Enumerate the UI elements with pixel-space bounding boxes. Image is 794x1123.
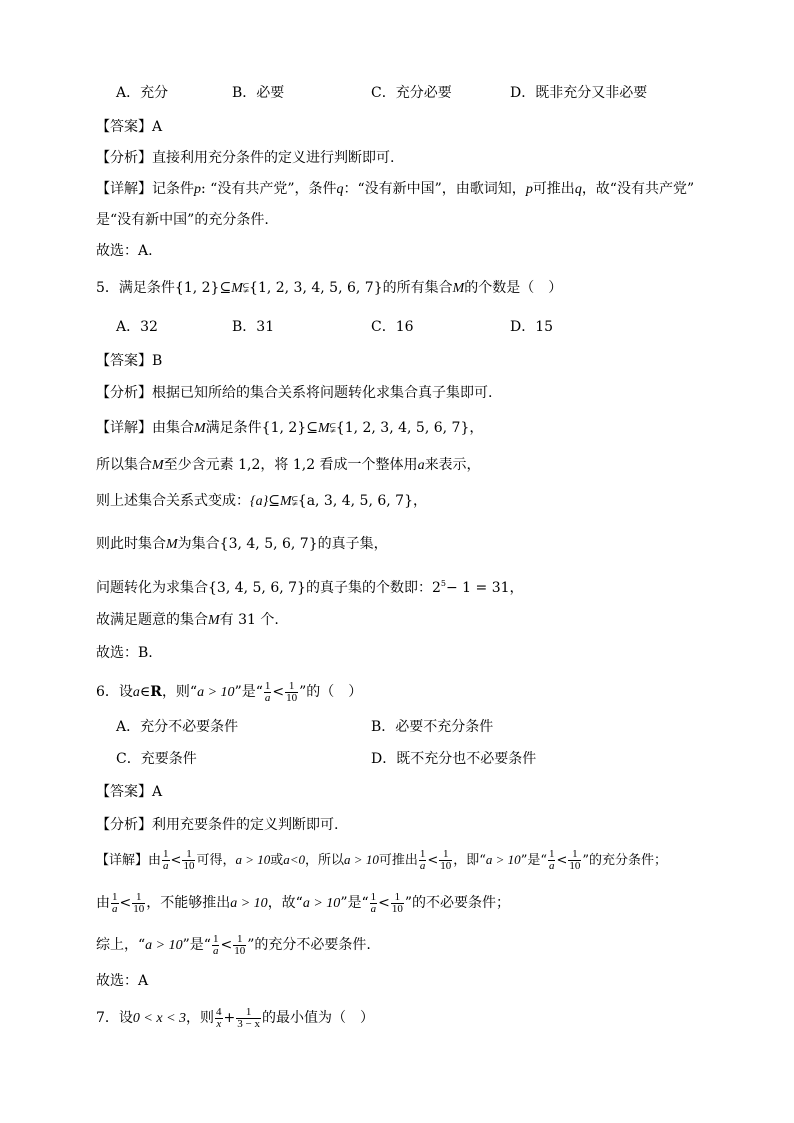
text: 则此时集合 [96, 536, 166, 552]
text: 可得， [196, 853, 236, 868]
q5-detail-line6 [96, 610, 279, 631]
text: 所以集合 [96, 457, 152, 473]
text: ，故“没有共产党” [581, 181, 695, 197]
inequality: 0 < x < 3 [132, 1011, 187, 1026]
detail-tag: 【详解】 [96, 181, 152, 197]
var-m: M [194, 421, 206, 436]
q5-detail-line4 [96, 534, 388, 555]
text: ”的充分条件； [582, 853, 668, 868]
fraction: $\frac{1}{a}$ [264, 679, 271, 704]
text: 可推出 [532, 181, 575, 197]
text: ”是“ [340, 895, 369, 911]
answer-value: B [152, 353, 163, 369]
analysis-tag: 【分析】 [96, 817, 152, 833]
text: ，故“ [267, 895, 303, 911]
q4-option-a: A．充分 [116, 85, 169, 101]
q5-detail-line3: 则上述集合关系式变成：{a}⊆M⫋{a, 3, 4, 5, 6, 7}， [96, 493, 427, 509]
text: ”是“ [182, 937, 211, 953]
q7-stem [96, 1003, 374, 1034]
text: 由集合 [152, 420, 194, 436]
symbol: < [427, 853, 439, 868]
var-a: a [417, 458, 425, 473]
q5-detail-line1: 【详解】由集合M满足条件{1, 2}⊆M⫋{1, 2, 3, 4, 5, 6, 7}， [96, 420, 484, 436]
answer-value: A [152, 784, 163, 800]
symbol: < [170, 853, 182, 868]
inequality: a > 10 [230, 896, 268, 911]
set: {1, 2} [261, 420, 307, 436]
inequality: a<0 [283, 852, 306, 867]
text: 有 31 个. [219, 612, 279, 628]
text: ，不能够推出 [146, 895, 231, 911]
inequality: a > 10 [344, 852, 379, 867]
text: : “没有共产党”，条件 [201, 181, 337, 197]
symbol: ⊆ [306, 420, 318, 436]
analysis-tag: 【分析】 [96, 150, 152, 166]
var-q: q [336, 182, 344, 197]
inequality: a > 10 [302, 896, 341, 911]
text: 故满足题意的集合 [96, 612, 208, 628]
set: {1, 2} [174, 280, 220, 296]
symbol: < [272, 684, 285, 700]
symbol: ∈ [139, 684, 151, 700]
symbol: < [220, 937, 233, 953]
text: 可推出 [378, 853, 418, 868]
answer-tag: 【答案】 [96, 119, 152, 135]
q6-option-c: C．充要条件 [116, 751, 197, 767]
q6-option-b: B．必要不充分条件 [371, 719, 494, 735]
fraction: $\frac{1}{10}$ [569, 848, 581, 872]
text: ：“没有新中国”，由歌词知， [343, 181, 526, 197]
text: ”的充分不必要条件. [247, 937, 371, 953]
q4-choose: 故选：A. [96, 243, 153, 259]
q6-choose: 故选：A [96, 973, 149, 989]
q6-option-a: A．充分不必要条件 [116, 719, 239, 735]
symbol: ⊆ [219, 280, 232, 296]
text: 6．设 [96, 684, 133, 700]
fraction: $\frac{4}{x}$ [216, 1005, 222, 1030]
symbol: < [378, 895, 390, 911]
q6-detail-line2 [96, 889, 510, 918]
var-m: M [279, 494, 292, 509]
text: 的最小值为（ ） [261, 1010, 374, 1026]
q4-option-b: B．必要 [232, 85, 285, 101]
text: ，所以 [305, 853, 345, 868]
set: {a} [250, 494, 269, 509]
fraction: $\frac{1}{a}$ [419, 848, 426, 872]
inequality: a > 10 [145, 938, 183, 953]
symbol: ⫋ [291, 493, 298, 509]
var-a: a [132, 685, 140, 700]
symbol: ⊆ [268, 493, 280, 509]
var-m: M [208, 613, 220, 628]
q6-detail-line1 [96, 846, 667, 875]
text: 的所有集合 [382, 280, 453, 296]
q4-detail-line1 [96, 179, 694, 200]
answer-tag: 【答案】 [96, 784, 152, 800]
symbol: < [556, 853, 568, 868]
inequality: a > 10 [235, 852, 271, 867]
set: {a, 3, 4, 5, 6, 7} [297, 493, 413, 509]
analysis-text: 利用充要条件的定义判断即可. [152, 817, 339, 833]
set: {1, 2, 3, 4, 5, 6, 7} [249, 280, 383, 296]
analysis-tag: 【分析】 [96, 385, 152, 401]
q6-option-d: D．既不充分也不必要条件 [371, 751, 537, 767]
analysis-text: 根据已知所给的集合关系将问题转化求集合真子集即可. [152, 385, 493, 401]
pow-exp: 5 [440, 579, 446, 588]
var-m: M [152, 458, 164, 473]
text: 的真子集的个数即： [305, 580, 432, 596]
q4-option-c: C．充分必要 [371, 85, 452, 101]
pow-base: 2 [431, 580, 441, 596]
set: {3, 4, 5, 6, 7} [208, 580, 306, 596]
text: ，即“ [453, 853, 486, 868]
set: {3, 4, 5, 6, 7} [219, 536, 318, 552]
fraction: $\frac{1}{3 - x}$ [237, 1005, 260, 1030]
q6-stem [96, 678, 362, 707]
text: 记条件 [152, 181, 194, 197]
fraction: $\frac{1}{10}$ [133, 890, 145, 915]
inequality: a > 10 [485, 852, 521, 867]
q5-answer [96, 351, 162, 371]
fraction: $\frac{1}{a}$ [163, 848, 169, 872]
fraction: $\frac{1}{10}$ [286, 679, 298, 704]
fraction: $\frac{1}{10}$ [234, 932, 246, 957]
text: 7．设 [96, 1010, 133, 1026]
symbol: ⫋ [242, 280, 250, 296]
fraction: $\frac{1}{a}$ [548, 848, 555, 872]
analysis-text: 直接利用充分条件的定义进行判断即可. [152, 150, 395, 166]
inequality: a > 10 [197, 685, 235, 700]
text: ”是“ [520, 853, 547, 868]
text: 问题转化为求集合 [96, 580, 208, 596]
text: ”是“ [234, 684, 263, 700]
text: 的真子集， [317, 536, 388, 552]
text: ，则“ [161, 684, 198, 700]
fraction: $\frac{1}{10}$ [183, 848, 195, 872]
detail-tag: 【详解】 [96, 420, 152, 436]
q5-option-d: D．15 [510, 319, 554, 335]
text: 由 [96, 895, 110, 911]
q5-option-b: B．31 [232, 319, 275, 335]
var-m: M [231, 281, 243, 296]
var-m: M [317, 421, 330, 436]
q4-answer [96, 117, 162, 137]
q4-analysis [96, 148, 394, 168]
fraction: $\frac{1}{10}$ [440, 848, 452, 872]
fraction: $\frac{1}{10}$ [391, 890, 403, 915]
q5-stem [96, 278, 562, 299]
q4-option-d: D．既非充分又非必要 [510, 85, 648, 101]
var-p: p [194, 182, 201, 197]
q6-answer [96, 782, 162, 802]
fraction: $\frac{1}{a}$ [370, 890, 377, 915]
text: 满足条件 [205, 420, 262, 436]
q6-detail-line3 [96, 931, 371, 960]
q5-analysis [96, 383, 492, 403]
set-r: R [150, 684, 162, 700]
text: − 1 = 31， [445, 580, 524, 596]
text: ”的（ ） [299, 684, 363, 700]
text: 的个数是（ ） [464, 280, 563, 296]
detail-tag: 【详解】 [96, 853, 149, 868]
q4-detail-line2: 是“没有新中国”的充分条件. [96, 212, 269, 228]
text: 来表示， [424, 457, 481, 473]
symbol: + [223, 1010, 236, 1026]
symbol: ⫋ [329, 420, 336, 436]
q6-analysis [96, 815, 338, 835]
text: 5．满足条件 [96, 280, 175, 296]
text: ，则 [186, 1010, 215, 1026]
q5-option-a: A．32 [116, 319, 158, 335]
fraction: $\frac{1}{a}$ [112, 890, 118, 915]
q5-detail-line5 [96, 574, 524, 598]
symbol: < [119, 895, 132, 911]
var-m: M [166, 537, 178, 552]
text: ”的不必要条件； [404, 895, 511, 911]
q5-detail-line2 [96, 455, 481, 476]
text: 则上述集合关系式变成： [96, 493, 250, 509]
set: {1, 2, 3, 4, 5, 6, 7} [335, 420, 470, 436]
var-q: q [574, 182, 582, 197]
answer-tag: 【答案】 [96, 353, 152, 369]
var-m: M [452, 281, 465, 296]
var-p: p [525, 182, 533, 197]
answer-value: A [152, 119, 163, 135]
text: 由 [148, 853, 162, 868]
q5-option-c: C．16 [371, 319, 414, 335]
text: 或 [270, 853, 284, 868]
text: 至少含元素 1,2，将 1,2 看成一个整体用 [163, 457, 418, 473]
text: 为集合 [177, 536, 220, 552]
fraction: $\frac{1}{a}$ [212, 932, 219, 957]
text: 综上，“ [96, 937, 146, 953]
q5-choose: 故选：B. [96, 645, 153, 661]
